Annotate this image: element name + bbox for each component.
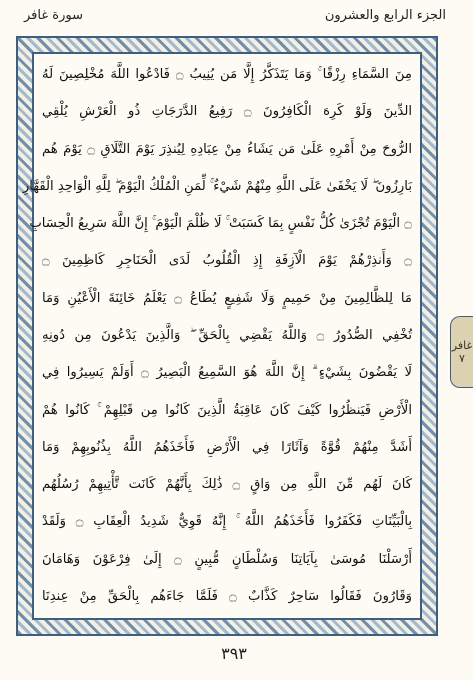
text-line-15: وَقَارُونَ فَقَالُوا سَاحِرٌ كَذَّابٌ ۝ فَلَمَّا جَاءَهُم بِالْحَقِّ مِنْ عِندِنَا [42,588,412,604]
text-line-5: ۝ الْيَوْمَ تُجْزَىٰ كُلُّ نَفْسٍ بِمَا كَسَبَتْ ۚ لَا ظُلْمَ الْيَوْمَ ۚ إِنَّ اللَّهَ سَرِيعُ الْحِسَابِ [29,216,412,232]
text-line-8: تُخْفِي الصُّدُورُ ۝ وَاللَّهُ يَقْضِي بِالْحَقِّ ۖ وَالَّذِينَ يَدْعُونَ مِن دُونِهِ [42,327,412,343]
text-line-14: أَرْسَلْنَا مُوسَىٰ بِآيَاتِنَا وَسُلْطَانٍ مُّبِينٍ ۝ إِلَىٰ فِرْعَوْنَ وَهَامَانَ [42,551,412,567]
side-tab-number: ٧ [459,352,465,365]
text-line-6: ۝ وَأَنذِرْهُمْ يَوْمَ الْآزِفَةِ إِذِ الْقُلُوبُ لَدَى الْحَنَاجِرِ كَاظِمِينَ ۝ [42,253,412,269]
text-panel [22,52,422,620]
juz-title: الجزء الرابع والعشرون [324,8,446,23]
quran-text-area [22,60,413,612]
text-line-11: أَشَدَّ مِنْهُمْ قُوَّةً وَآثَارًا فِي الْأَرْضِ فَأَخَذَهُمُ اللَّهُ بِذُنُوبِهِمْ وَمَا [42,439,412,455]
text-line-2: الدِّينَ وَلَوْ كَرِهَ الْكَافِرُونَ ۝ رَفِيعُ الدَّرَجَاتِ ذُو الْعَرْشِ يُلْقِي [42,104,412,120]
text-line-4: بَارِزُونَ ۖ لَا يَخْفَىٰ عَلَى اللَّهِ مِنْهُمْ شَيْءٌ ۚ لِّمَنِ الْمُلْكُ الْيَوْمَ ۖ لِلَّهِ الْوَاحِدِ الْقَهَّارِ [22,178,412,194]
page-number: ٣٩٣ [221,644,247,663]
page-header [0,0,468,34]
surah-side-tab[interactable] [450,316,473,388]
surah-title: سورة غافر [24,8,83,23]
text-line-1: مِنَ السَّمَاءِ رِزْقًا ۚ وَمَا يَتَذَكَّرُ إِلَّا مَن يُنِيبُ ۝ فَادْعُوا اللَّهَ مُخْلِصِينَ لَهُ [42,67,412,82]
text-line-7: مَا لِلظَّالِمِينَ مِنْ حَمِيمٍ وَلَا شَفِيعٍ يُطَاعُ ۝ يَعْلَمُ خَائِنَةَ الْأَعْيُنِ وَمَا [42,290,412,306]
ornamental-frame [16,36,438,636]
text-line-12: كَانَ لَهُم مِّنَ اللَّهِ مِن وَاقٍ ۝ ذَٰلِكَ بِأَنَّهُمْ كَانَت تَّأْتِيهِمْ رُسُلُهُم [42,477,412,493]
text-line-13: بِالْبَيِّنَاتِ فَكَفَرُوا فَأَخَذَهُمُ اللَّهُ ۚ إِنَّهُ قَوِيٌّ شَدِيدُ الْعِقَابِ ۝ وَلَقَدْ [42,514,413,530]
text-line-3: الرُّوحَ مِنْ أَمْرِهِ عَلَىٰ مَن يَشَاءُ مِنْ عِبَادِهِ لِيُنذِرَ يَوْمَ التَّلَاقِ ۝ يَوْمَ هُم [42,141,412,157]
side-tab-label: غافر [451,339,473,352]
text-line-10: الْأَرْضِ فَيَنظُرُوا كَيْفَ كَانَ عَاقِبَةُ الَّذِينَ كَانُوا مِن قَبْلِهِمْ ۚ كَانُوا هُمْ [42,402,412,418]
text-line-9: لَا يَقْضُونَ بِشَيْءٍ ۗ إِنَّ اللَّهَ هُوَ السَّمِيعُ الْبَصِيرُ ۝ أَوَلَمْ يَسِيرُوا فِي [42,365,412,381]
